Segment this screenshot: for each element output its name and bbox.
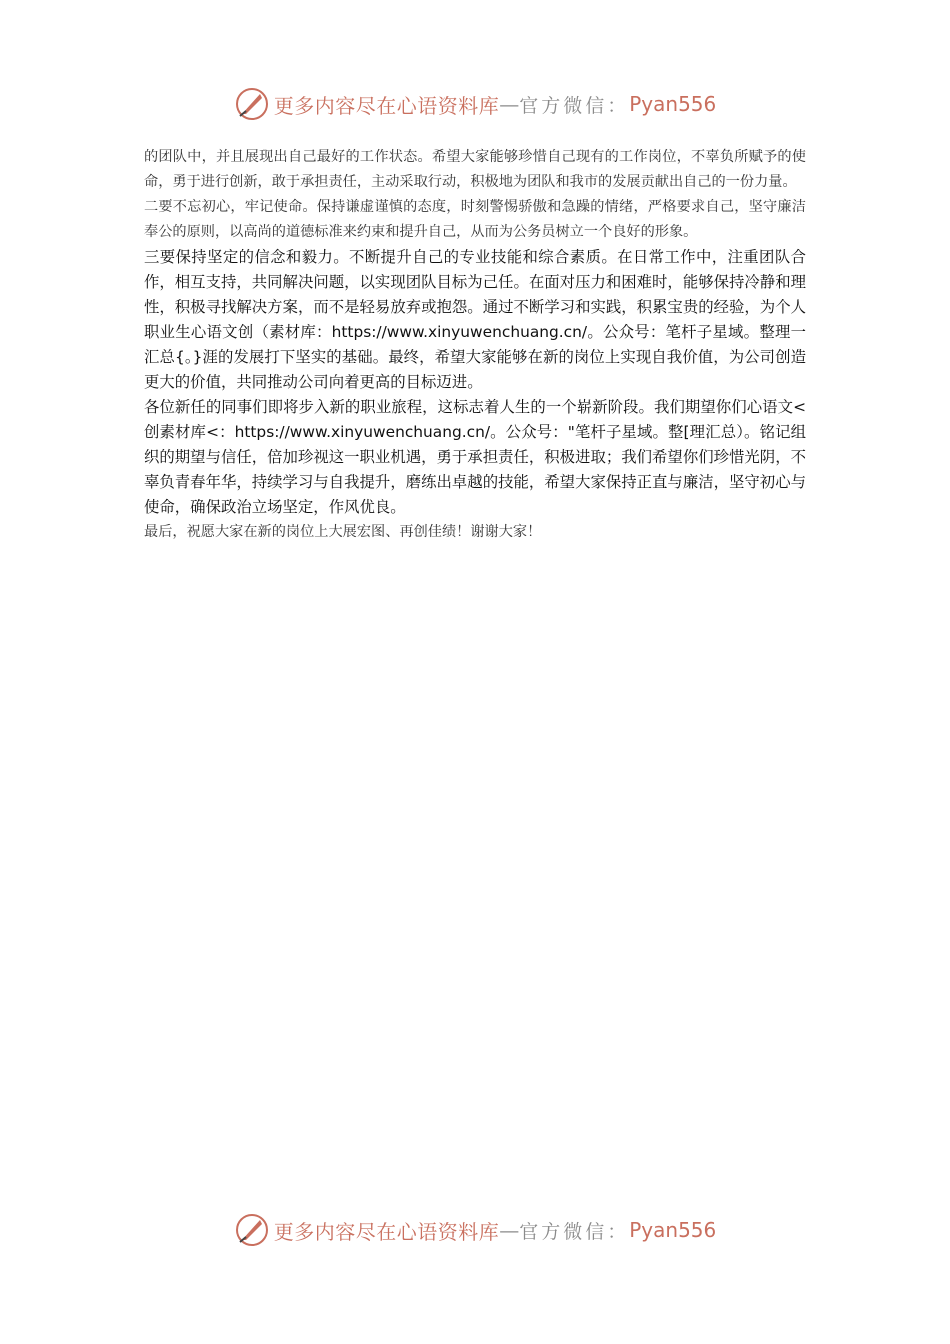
quill-circle-icon: [234, 86, 270, 122]
footer-dash: —: [499, 1218, 520, 1242]
paragraph-4: 各位新任的同事们即将步入新的职业旅程，这标志着人生的一个崭新阶段。我们期望你们心语文<创素材库<：https://www.xinyuwenchuang.cn/。公众号："笔杆子星域。整[理汇总）。铭记组织的期望与信任，倍加珍视这一职业机遇，勇于承担责任，积极进取；我们希望你们珍惜光阴，不辜负青春年华，持续学习与自我提升，磨练出卓越的技能，希望大家保持正直与廉洁，坚守初心与使命，确保政治立场坚定，作风优良。: [144, 398, 806, 516]
quill-circle-icon: [234, 1212, 270, 1248]
paragraph-3: 三要保持坚定的信念和毅力。不断提升自己的专业技能和综合素质。在日常工作中，注重团队合作，相互支持，共同解决问题，以实现团队目标为己任。在面对压力和困难时，能够保持冷静和理性，积极寻找解决方案，而不是轻易放弃或抱怨。通过不断学习和实践，积累宝贵的经验，为个人职业生心语文创（素材库：https://www.xinyuwenchuang.cn/。公众号：笔杆子星域。整理一汇总{。}涯的发展打下坚实的基础。最终，希望大家能够在新的岗位上实现自我价值，为公司创造更大的价值，共同推动公司向着更高的目标迈进。: [144, 248, 806, 391]
footer-banner: [0, 1210, 950, 1250]
document-body: [144, 145, 806, 545]
paragraph-5: 最后，祝愿大家在新的岗位上大展宏图、再创佳绩！谢谢大家！: [144, 524, 542, 540]
banner-main-text: 更多内容尽在心语资料库: [273, 93, 500, 118]
footer-wechat-id: Pyan556: [629, 1218, 717, 1242]
paragraph-1: 的团队中，并且展现出自己最好的工作状态。希望大家能够珍惜自己现有的工作岗位，不辜负所赋予的使命，勇于进行创新，敢于承担责任，主动采取行动，积极地为团队和我市的发展贡献出自己的一份力量。: [144, 149, 806, 190]
footer-wechat-label: 官方微信：: [519, 1220, 630, 1243]
banner-wechat-label: 官方微信：: [519, 94, 630, 117]
header-banner: [0, 84, 950, 124]
banner-wechat-id: Pyan556: [629, 92, 717, 116]
paragraph-2: 二要不忘初心，牢记使命。保持谦虚谨慎的态度，时刻警惕骄傲和急躁的情绪，严格要求自己，坚守廉洁奉公的原则，以高尚的道德标准来约束和提升自己，从而为公务员树立一个良好的形象。: [144, 199, 806, 240]
banner-dash: —: [499, 92, 520, 116]
footer-main-text: 更多内容尽在心语资料库: [273, 1219, 500, 1244]
